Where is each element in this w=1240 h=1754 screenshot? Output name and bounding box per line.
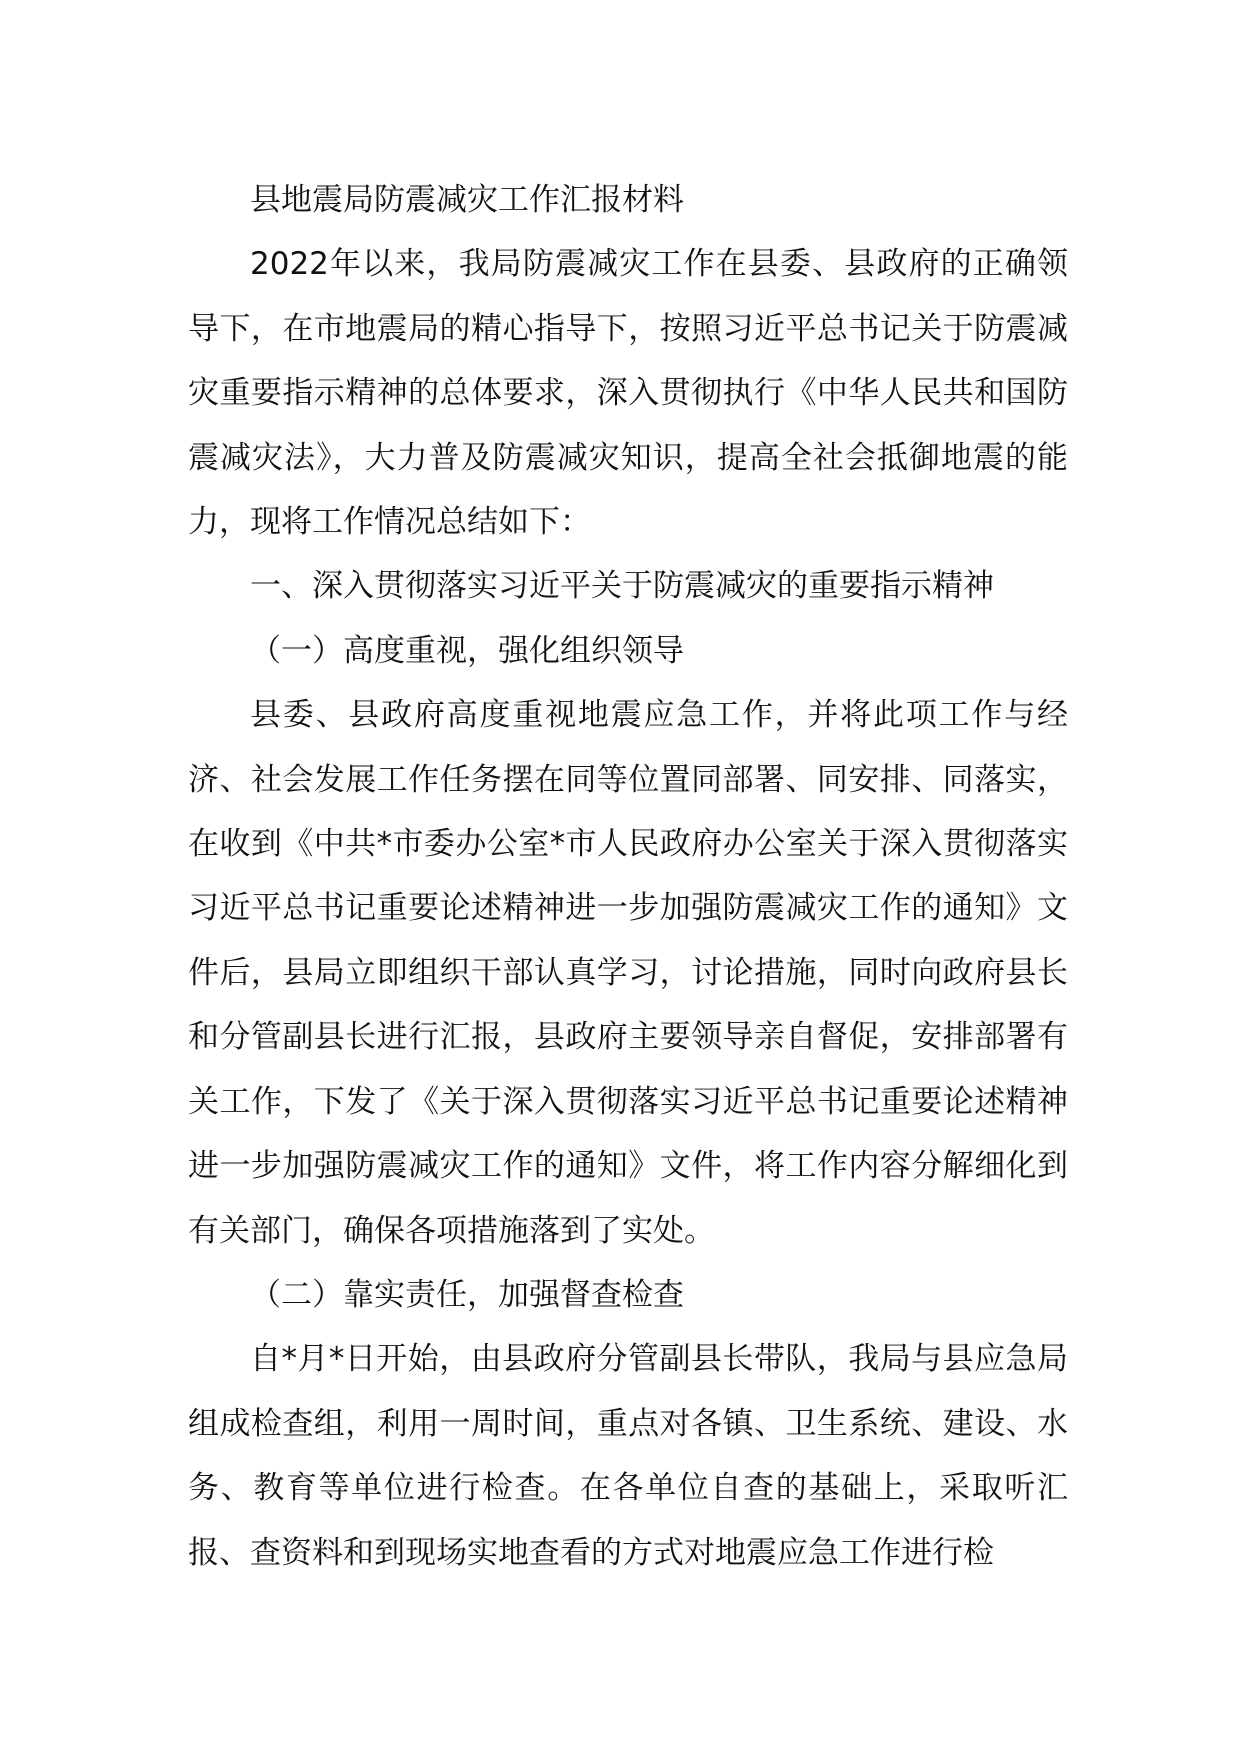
intro-paragraph: 2022年以来，我局防震减灾工作在县委、县政府的正确领导下，在市地震局的精心指导下，按照习近平总书记关于防震减灾重要指示精神的总体要求，深入贯彻执行《中华人民共和国防震减灾法》，大力普及防震减灾知识，提高全社会抵御地震的能力，现将工作情况总结如下：	[188, 246, 1068, 541]
document-body	[188, 168, 1068, 1585]
subsection-heading-1: （一）高度重视，强化组织领导	[250, 632, 684, 669]
section-heading-1: 一、深入贯彻落实习近平关于防震减灾的重要指示精神	[250, 568, 994, 605]
body-paragraph-2: 自*月*日开始，由县政府分管副县长带队，我局与县应急局组成检查组，利用一周时间，重点对各镇、卫生系统、建设、水务、教育等单位进行检查。在各单位自查的基础上，采取听汇报、查资料和到现场实地查看的方式对地震应急工作进行检	[188, 1341, 1068, 1571]
document-title: 县地震局防震减灾工作汇报材料	[250, 182, 684, 218]
body-paragraph-1: 县委、县政府高度重视地震应急工作，并将此项工作与经济、社会发展工作任务摆在同等位置同部署、同安排、同落实，在收到《中共*市委办公室*市人民政府办公室关于深入贯彻落实习近平总书记重要论述精神进一步加强防震减灾工作的通知》文件后，县局立即组织干部认真学习，讨论措施，同时向政府县长和分管副县长进行汇报，县政府主要领导亲自督促，安排部署有关工作，下发了《关于深入贯彻落实习近平总书记重要论述精神进一步加强防震减灾工作的通知》文件，将工作内容分解细化到有关部门，确保各项措施落到了实处。	[188, 697, 1068, 1249]
subsection-heading-2: （二）靠实责任，加强督查检查	[250, 1276, 684, 1313]
